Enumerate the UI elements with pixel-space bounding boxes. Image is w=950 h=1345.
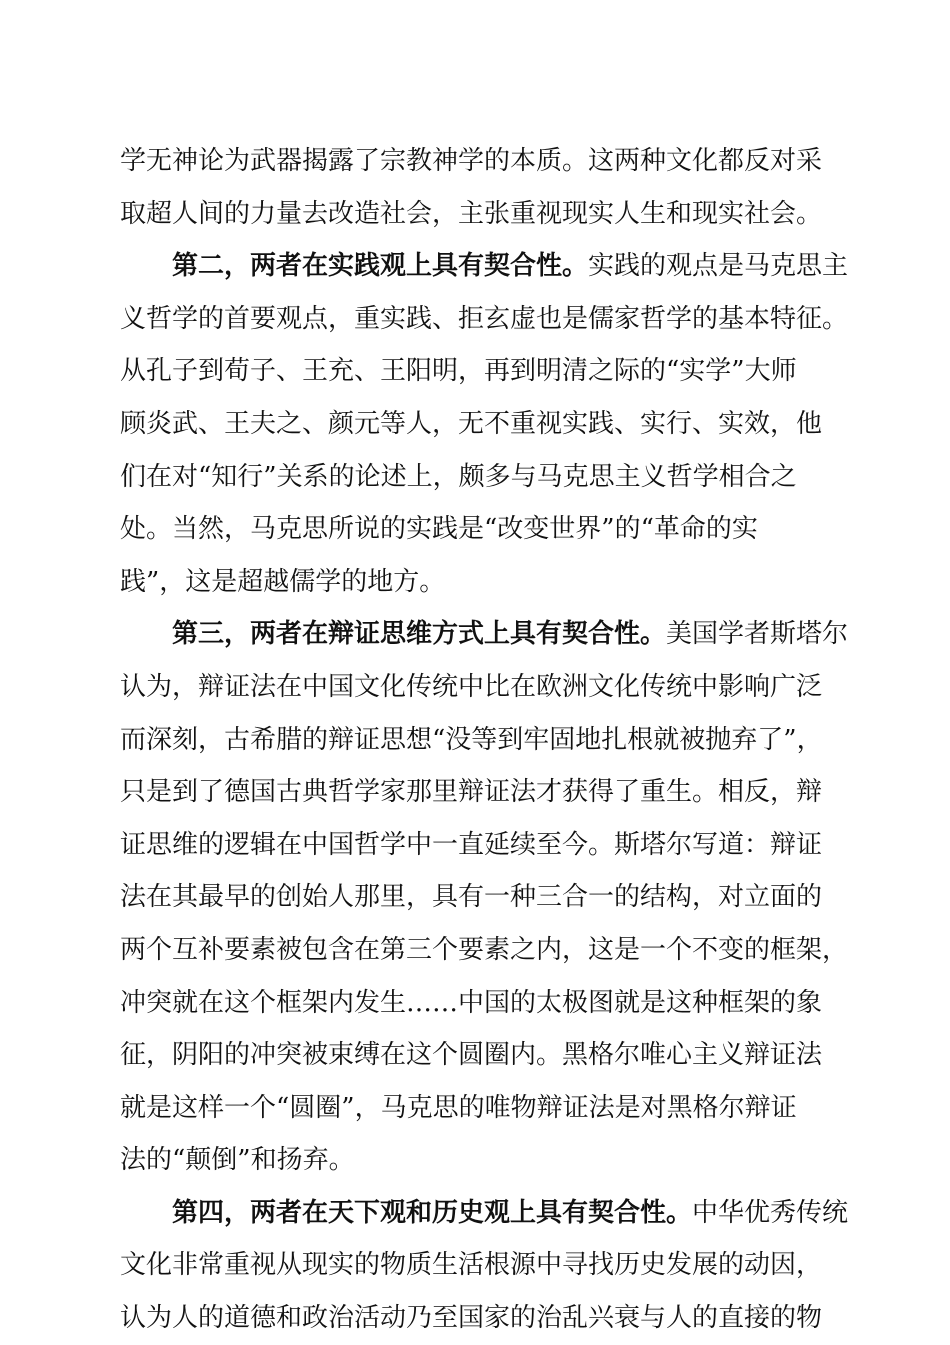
paragraph-fourth-point [120,1187,849,1345]
text-line: 处。当然，马克思所说的实践是“改变世界”的“革命的实 [120,514,758,545]
paragraph-second-point [120,240,849,608]
text-line: 冲突就在这个框架内发生……中国的太极图就是这种框架的象 [120,987,823,1018]
body-text [120,135,849,1345]
text-line: 践”，这是超越儒学的地方。 [120,566,446,597]
text-line: 取超人间的力量去改造社会，主张重视现实人生和现实社会。 [120,198,823,229]
text-line: 而深刻，古希腊的辩证思想“没等到牢固地扎根就被抛弃了”， [120,724,823,755]
text-line [120,608,849,661]
paragraph-third-point [120,608,849,1187]
text-line [120,240,849,293]
text-line: 认为人的道德和政治活动乃至国家的治乱兴衰与人的直接的物 [120,1303,823,1334]
text-line [120,1187,849,1240]
text-line: 征，阴阳的冲突被束缚在这个圆圈内。黑格尔唯心主义辩证法 [120,1040,823,1071]
text-line: 法在其最早的创始人那里，具有一种三合一的结构，对立面的 [120,882,823,913]
text-line: 从孔子到荀子、王充、王阳明，再到明清之际的“实学”大师 [120,356,797,387]
text-run: 美国学者斯塔尔 [666,619,849,650]
text-line: 认为，辩证法在中国文化传统中比在欧洲文化传统中影响广泛 [120,671,823,702]
text-run: 实践的观点是马克思主 [588,251,849,282]
paragraph-continuation [120,135,832,240]
paragraph-heading: 第二，两者在实践观上具有契合性。 [172,251,589,282]
text-line: 义哲学的首要观点，重实践、拒玄虚也是儒家哲学的基本特征。 [120,303,849,334]
text-line: 法的“颠倒”和扬弃。 [120,1145,355,1176]
text-line: 顾炎武、王夫之、颜元等人，无不重视实践、实行、实效，他 [120,408,823,439]
text-line: 们在对“知行”关系的论述上，颇多与马克思主义哲学相合之 [120,461,797,492]
text-line: 就是这样一个“圆圈”，马克思的唯物辩证法是对黑格尔辩证 [120,1092,797,1123]
text-line: 证思维的逻辑在中国哲学中一直延续至今。斯塔尔写道：辩证 [120,829,823,860]
text-run: 中华优秀传统 [692,1197,849,1228]
paragraph-heading: 第三，两者在辩证思维方式上具有契合性。 [172,619,667,650]
text-line: 文化非常重视从现实的物质生活根源中寻找历史发展的动因， [120,1250,823,1281]
text-line: 两个互补要素被包含在第三个要素之内，这是一个不变的框架， [120,934,849,965]
text-line: 只是到了德国古典哲学家那里辩证法才获得了重生。相反，辩 [120,777,823,808]
paragraph-heading: 第四，两者在天下观和历史观上具有契合性。 [172,1197,693,1228]
text-line: 学无神论为武器揭露了宗教神学的本质。这两种文化都反对采 [120,146,823,176]
